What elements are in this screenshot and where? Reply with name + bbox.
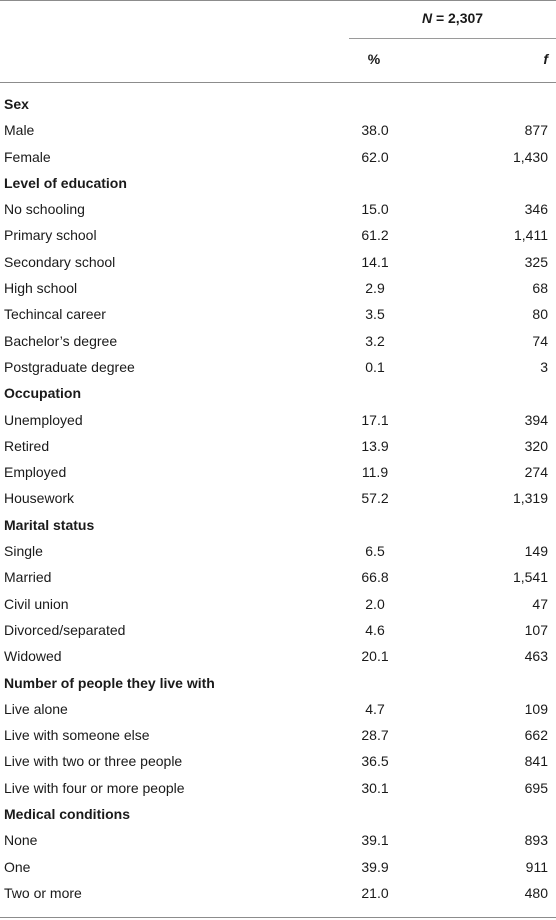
frequency-cell: 877 bbox=[524, 122, 548, 139]
section-label: Level of education bbox=[4, 174, 127, 191]
frequency-cell: 841 bbox=[524, 753, 548, 770]
section-header-row bbox=[0, 91, 556, 117]
row-label: Housework bbox=[4, 490, 75, 507]
table-row bbox=[0, 643, 556, 669]
table-row bbox=[0, 144, 556, 170]
frequency-cell: 149 bbox=[524, 543, 548, 560]
table-row bbox=[0, 249, 556, 275]
table-row bbox=[0, 538, 556, 564]
row-label: Postgraduate degree bbox=[4, 358, 135, 375]
percent-cell: 4.6 bbox=[365, 621, 385, 638]
table-body bbox=[0, 91, 556, 906]
frequency-cell: 109 bbox=[524, 700, 548, 717]
percent-cell: 17.1 bbox=[361, 411, 389, 428]
table-row bbox=[0, 301, 556, 327]
row-label: Female bbox=[4, 148, 51, 165]
sample-size-header bbox=[349, 10, 556, 26]
frequency-cell: 1,430 bbox=[512, 148, 548, 165]
header-bottom-rule bbox=[0, 82, 556, 83]
row-label: Live with two or three people bbox=[4, 753, 183, 770]
percent-cell: 57.2 bbox=[361, 490, 389, 507]
percent-cell: 2.9 bbox=[365, 280, 385, 297]
row-label: Married bbox=[4, 569, 52, 586]
percent-cell: 62.0 bbox=[361, 148, 389, 165]
table-row bbox=[0, 222, 556, 248]
percent-cell: 3.2 bbox=[365, 332, 385, 349]
table-row bbox=[0, 854, 556, 880]
table-row bbox=[0, 591, 556, 617]
table-row bbox=[0, 880, 556, 906]
section-header-row bbox=[0, 380, 556, 406]
row-label: Unemployed bbox=[4, 411, 83, 428]
percent-cell: 13.9 bbox=[361, 437, 389, 454]
table-row bbox=[0, 617, 556, 643]
frequency-cell: 1,411 bbox=[514, 227, 548, 244]
percent-cell: 11.9 bbox=[361, 464, 389, 481]
table-row bbox=[0, 459, 556, 485]
percent-cell: 4.7 bbox=[365, 700, 385, 717]
table-row bbox=[0, 354, 556, 380]
percent-cell: 66.8 bbox=[361, 569, 389, 586]
percent-cell: 0.1 bbox=[365, 358, 385, 375]
frequency-cell: 695 bbox=[524, 779, 548, 796]
frequency-cell: 3 bbox=[540, 358, 548, 375]
table-row bbox=[0, 696, 556, 722]
section-label: Sex bbox=[4, 96, 29, 112]
frequency-cell: 325 bbox=[524, 253, 548, 270]
frequency-cell: 1,541 bbox=[512, 569, 548, 586]
top-rule bbox=[0, 0, 556, 1]
row-label: Single bbox=[4, 543, 43, 560]
row-label: Divorced/separated bbox=[4, 621, 126, 638]
row-label: Male bbox=[4, 122, 35, 139]
frequency-cell: 80 bbox=[532, 306, 548, 323]
row-label: One bbox=[4, 858, 31, 875]
row-label: High school bbox=[4, 280, 78, 297]
percent-cell: 36.5 bbox=[361, 753, 389, 770]
row-label: Techincal career bbox=[4, 306, 106, 323]
percent-cell: 61.2 bbox=[361, 227, 389, 244]
section-header-row bbox=[0, 512, 556, 538]
table-row bbox=[0, 407, 556, 433]
row-label: Two or more bbox=[4, 884, 82, 901]
row-label: Retired bbox=[4, 437, 50, 454]
percent-cell: 28.7 bbox=[361, 727, 389, 744]
frequency-cell: 107 bbox=[524, 621, 548, 638]
frequency-cell: 47 bbox=[532, 595, 548, 612]
section-header-row bbox=[0, 670, 556, 696]
sample-size-value: = 2,307 bbox=[432, 10, 484, 26]
frequency-cell: 1,319 bbox=[512, 490, 548, 507]
row-label: Live with someone else bbox=[4, 727, 150, 744]
percent-cell: 21.0 bbox=[361, 884, 389, 901]
frequency-cell: 68 bbox=[532, 280, 548, 297]
row-label: Widowed bbox=[4, 648, 62, 665]
row-label: Employed bbox=[4, 464, 67, 481]
table-row bbox=[0, 722, 556, 748]
frequency-cell: 893 bbox=[524, 832, 548, 849]
section-label: Occupation bbox=[4, 385, 82, 402]
section-label: Number of people they live with bbox=[4, 674, 215, 691]
sample-size-underline bbox=[349, 38, 556, 39]
table-row bbox=[0, 748, 556, 774]
percent-cell: 38.0 bbox=[361, 122, 389, 139]
table-row bbox=[0, 328, 556, 354]
frequency-cell: 274 bbox=[524, 464, 548, 481]
table-row bbox=[0, 196, 556, 222]
row-label: Primary school bbox=[4, 227, 97, 244]
frequency-cell: 320 bbox=[524, 437, 548, 454]
frequency-cell: 911 bbox=[525, 858, 548, 875]
table-row bbox=[0, 433, 556, 459]
percent-cell: 39.1 bbox=[361, 832, 389, 849]
percent-column-header: % bbox=[367, 51, 381, 67]
frequency-cell: 346 bbox=[524, 201, 548, 218]
percent-cell: 20.1 bbox=[361, 648, 389, 665]
row-label: Live with four or more people bbox=[4, 779, 185, 796]
percent-cell: 30.1 bbox=[361, 779, 389, 796]
table-row bbox=[0, 275, 556, 301]
frequency-column-header: f bbox=[543, 51, 548, 67]
table-row bbox=[0, 564, 556, 590]
frequency-cell: 74 bbox=[532, 332, 548, 349]
section-label: Medical conditions bbox=[4, 806, 131, 823]
table-row bbox=[0, 485, 556, 511]
row-label: No schooling bbox=[4, 201, 85, 218]
section-header-row bbox=[0, 170, 556, 196]
frequency-cell: 480 bbox=[524, 884, 548, 901]
section-label: Marital status bbox=[4, 516, 95, 533]
table-row bbox=[0, 117, 556, 143]
percent-cell: 15.0 bbox=[361, 201, 389, 218]
row-label: Live alone bbox=[4, 700, 68, 717]
row-label: None bbox=[4, 832, 38, 849]
percent-cell: 39.9 bbox=[361, 858, 389, 875]
table-row bbox=[0, 827, 556, 853]
section-header-row bbox=[0, 801, 556, 827]
row-label: Bachelor’s degree bbox=[4, 332, 118, 349]
frequency-cell: 394 bbox=[524, 411, 548, 428]
row-label: Secondary school bbox=[4, 253, 116, 270]
percent-cell: 2.0 bbox=[365, 595, 385, 612]
frequency-cell: 662 bbox=[524, 727, 548, 744]
table-row bbox=[0, 775, 556, 801]
percent-cell: 3.5 bbox=[365, 306, 385, 323]
sample-size-symbol: N bbox=[421, 10, 433, 26]
row-label: Civil union bbox=[4, 595, 69, 612]
percent-cell: 14.1 bbox=[361, 253, 389, 270]
percent-cell: 6.5 bbox=[365, 543, 385, 560]
bottom-rule bbox=[0, 917, 556, 918]
frequency-cell: 463 bbox=[524, 648, 548, 665]
